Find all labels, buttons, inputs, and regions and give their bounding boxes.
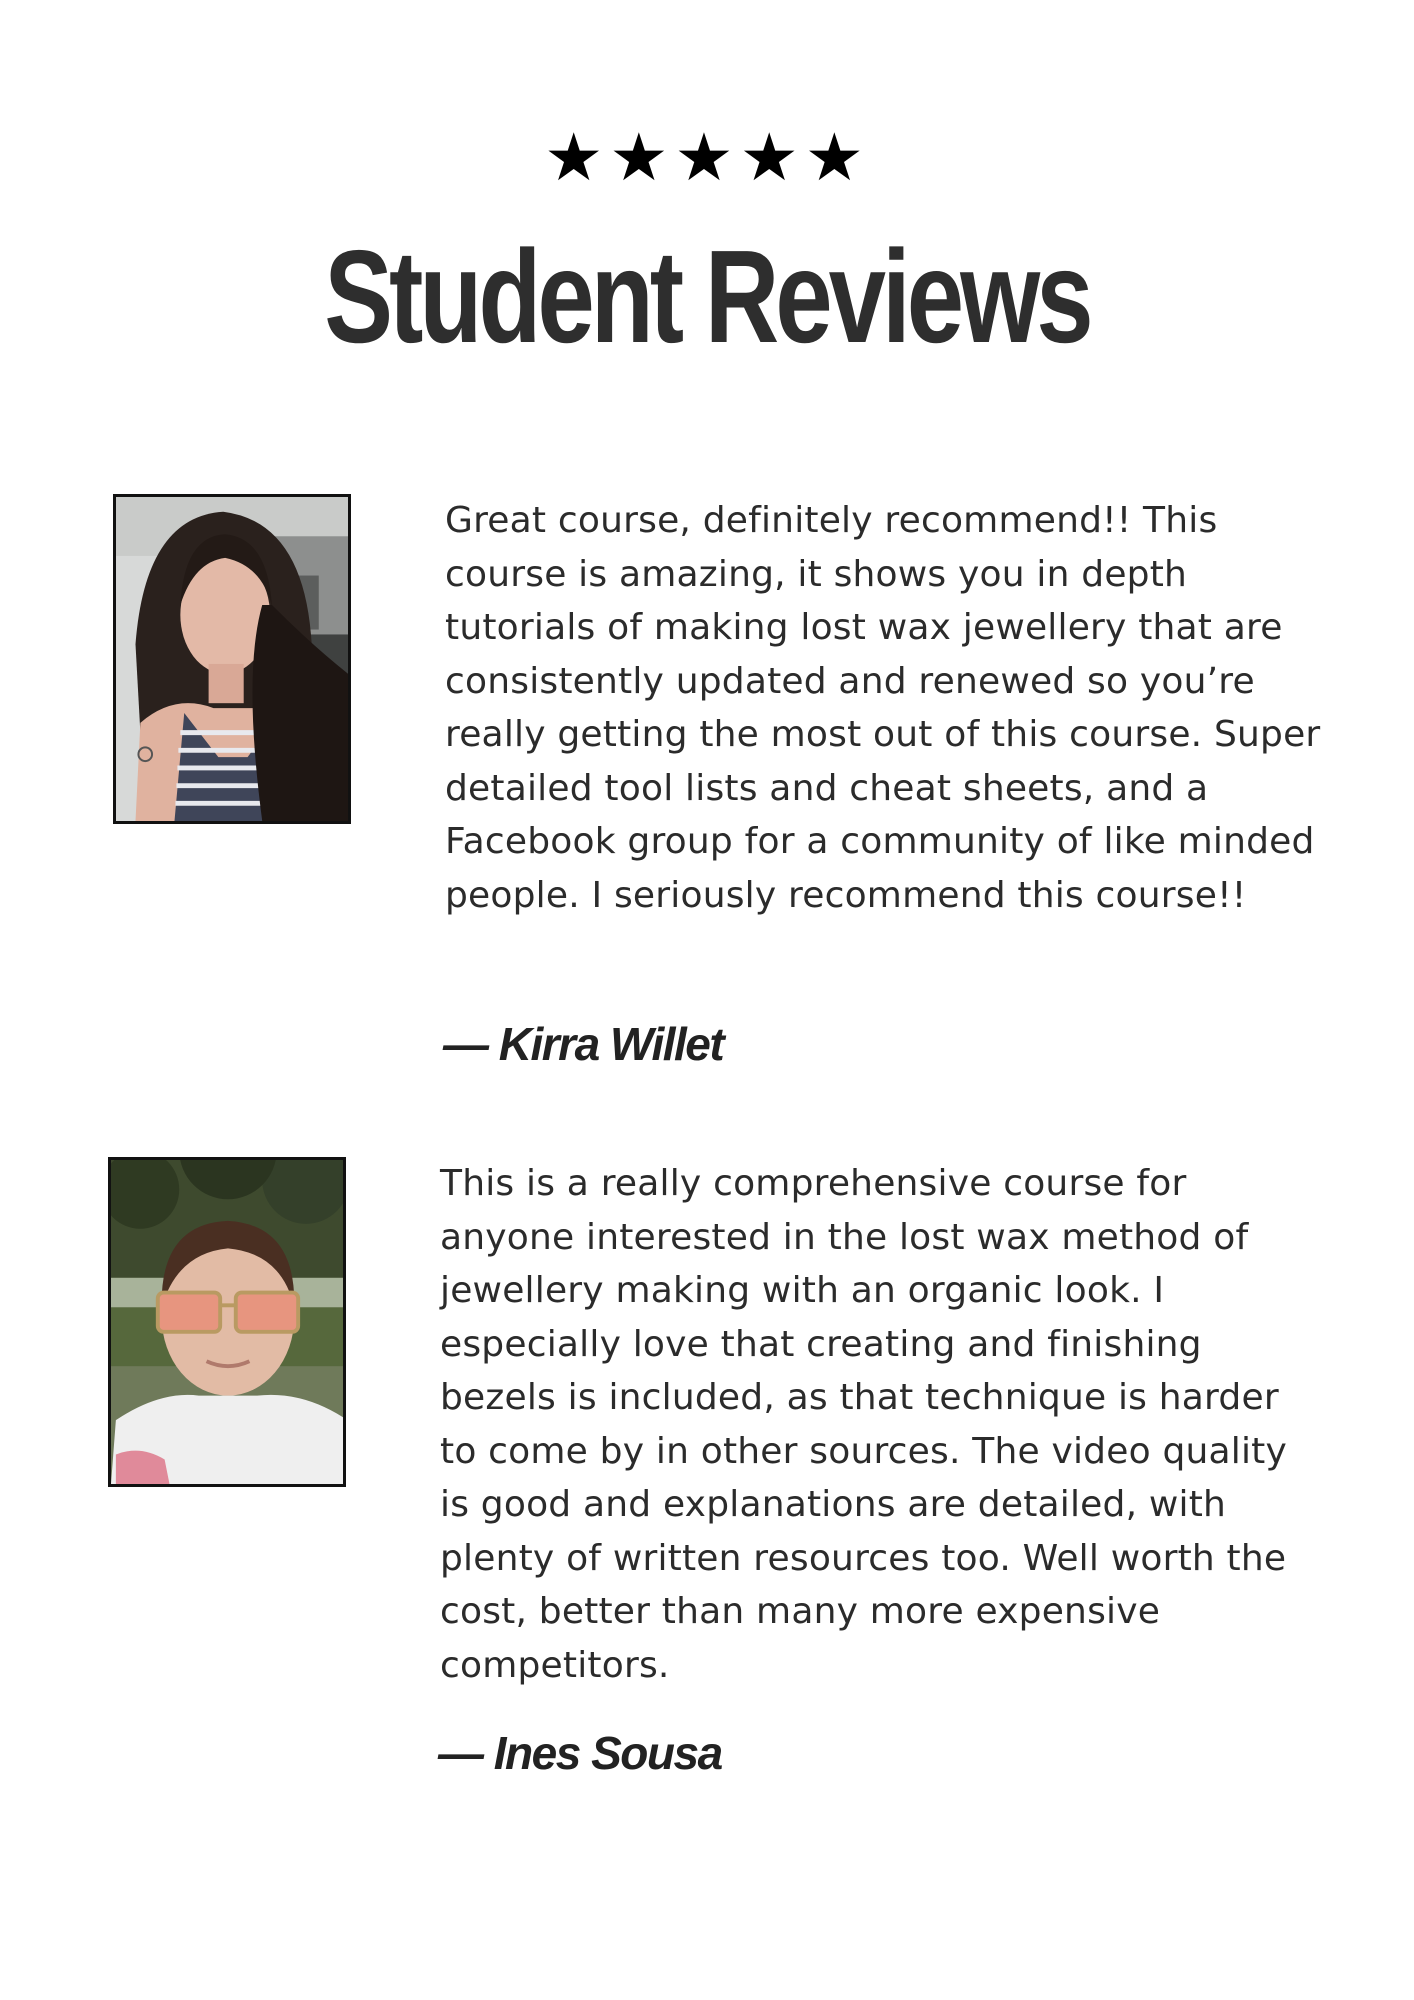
review-author: — Ines Sousa xyxy=(438,1727,722,1779)
rating-stars: ★★★★★ xyxy=(544,119,870,196)
review-author: — Kirra Willet xyxy=(443,1018,724,1070)
review-text: This is a really comprehensive course for anyone interested in the lost wax method of jewellery making with an organic look. I especially love that creating and finishing bezels is included, as that technique is harder to come by in other sources. The video quality is good and explanations are detailed, with plenty of written resources too. Well worth the cost, better than many more expensive competitors. xyxy=(440,1163,1287,1686)
review-text: Great course, definitely recommend!! This course is amazing, it shows you in depth tutorials of making lost wax jewellery that are consistently updated and renewed so you’re really getting the most out of this course. Super detailed tool lists and cheat sheets, and a Facebook group for a community of like minded people. I seriously recommend this course!! xyxy=(445,500,1321,916)
reviewer-photo xyxy=(108,1157,346,1487)
reviewer-photo-illustration xyxy=(111,1160,343,1484)
reviewer-photo xyxy=(113,494,351,824)
reviewer-photo-illustration xyxy=(116,497,348,821)
page-title: Student Reviews xyxy=(324,223,1090,370)
